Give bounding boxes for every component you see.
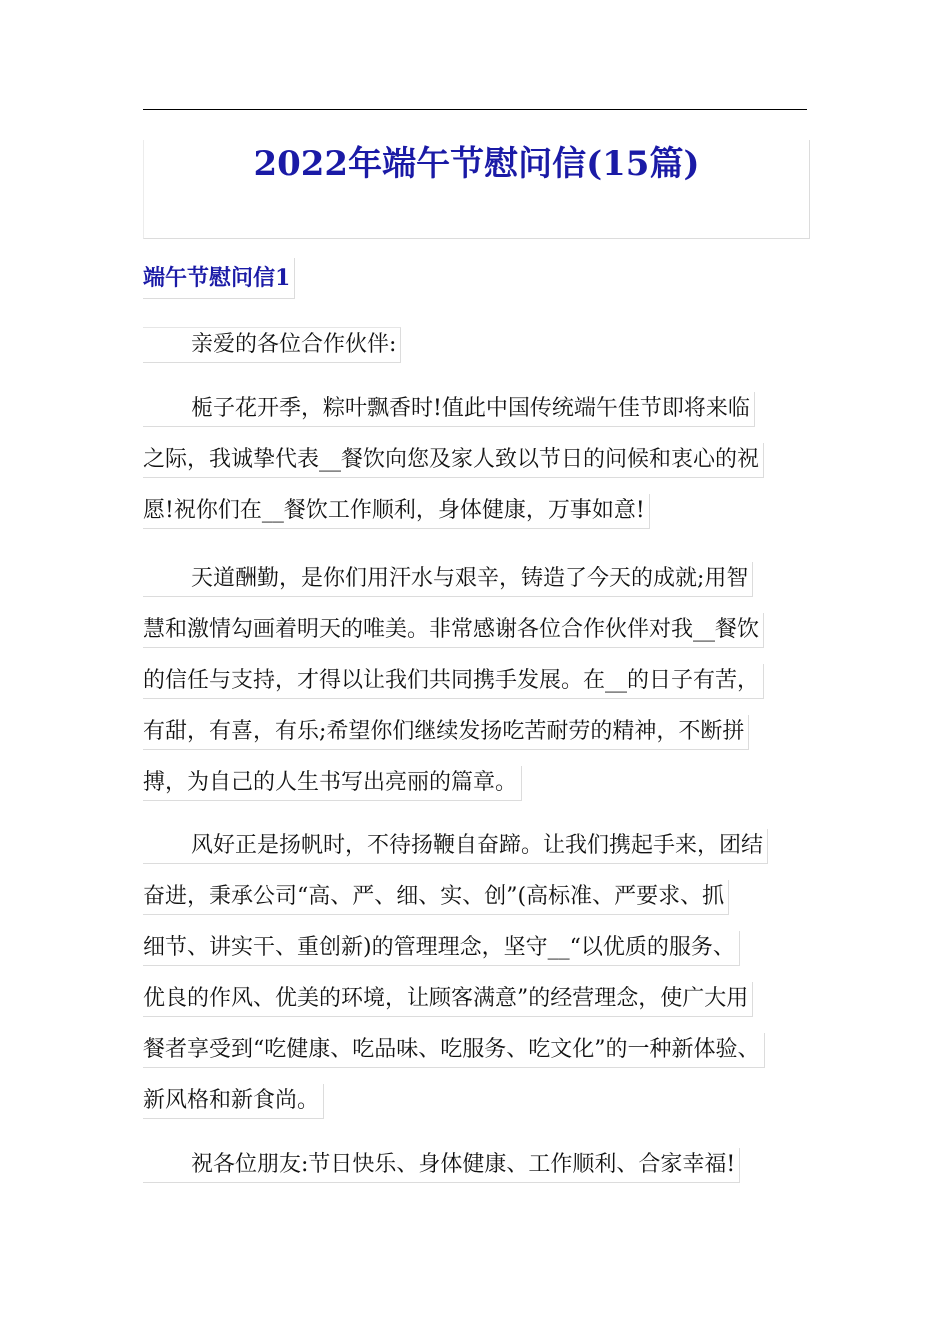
line-text: 之际，我诚挚代表__餐饮向您及家人致以节日的问候和衷心的祝 <box>143 443 764 478</box>
paragraph-1 <box>143 392 813 545</box>
salutation-paragraph <box>143 327 813 378</box>
title-box <box>143 140 810 239</box>
line-text: 奋进，秉承公司“高、严、细、实、创”(高标准、严要求、抓 <box>143 880 729 915</box>
section-heading: 端午节慰问信1 <box>143 258 295 299</box>
line-text: 搏，为自己的人生书写出亮丽的篇章。 <box>143 766 522 801</box>
paragraph-line <box>143 931 813 982</box>
paragraph-line <box>143 829 813 880</box>
paragraph-line <box>143 1033 813 1084</box>
paragraph-line <box>143 766 813 817</box>
line-text: 风好正是扬帆时，不待扬鞭自奋蹄。让我们携起手来，团结 <box>143 829 768 864</box>
paragraph-4 <box>143 1148 813 1199</box>
paragraph-line <box>143 562 813 613</box>
line-text: 慧和激情勾画着明天的唯美。非常感谢各位合作伙伴对我__餐饮 <box>143 613 764 648</box>
line-text: 餐者享受到“吃健康、吃品味、吃服务、吃文化”的一种新体验、 <box>143 1033 765 1068</box>
line-text: 天道酬勤，是你们用汗水与艰辛，铸造了今天的成就;用智 <box>143 562 753 597</box>
paragraph-line <box>143 982 813 1033</box>
line-text: 愿!祝你们在__餐饮工作顺利，身体健康，万事如意! <box>143 494 650 529</box>
paragraph-line <box>143 1084 813 1135</box>
line-text: 优良的作风、优美的环境，让顾客满意”的经营理念，使广大用 <box>143 982 753 1017</box>
top-rule <box>143 109 807 110</box>
line-text: 新风格和新食尚。 <box>143 1084 324 1119</box>
paragraph-line <box>143 392 813 443</box>
paragraph-2 <box>143 562 813 817</box>
paragraph-line <box>143 613 813 664</box>
line-text: 祝各位朋友:节日快乐、身体健康、工作顺利、合家幸福! <box>143 1148 740 1183</box>
line-text: 的信任与支持，才得以让我们共同携手发展。在__的日子有苦， <box>143 664 764 699</box>
paragraph-line <box>143 880 813 931</box>
paragraph-line <box>143 1148 813 1199</box>
paragraph-line <box>143 494 813 545</box>
salutation: 亲爱的各位合作伙伴: <box>143 327 401 363</box>
document-title: 2022年端午节慰问信(15篇) <box>253 144 700 184</box>
line-text: 细节、讲实干、重创新)的管理理念，坚守__“以优质的服务、 <box>143 931 740 966</box>
paragraph-line <box>143 443 813 494</box>
paragraph-line <box>143 327 813 378</box>
line-text: 栀子花开季，粽叶飘香时!值此中国传统端午佳节即将来临 <box>143 392 755 427</box>
paragraph-line <box>143 664 813 715</box>
paragraph-3 <box>143 829 813 1135</box>
paragraph-line <box>143 715 813 766</box>
line-text: 有甜，有喜，有乐;希望你们继续发扬吃苦耐劳的精神，不断拼 <box>143 715 749 750</box>
